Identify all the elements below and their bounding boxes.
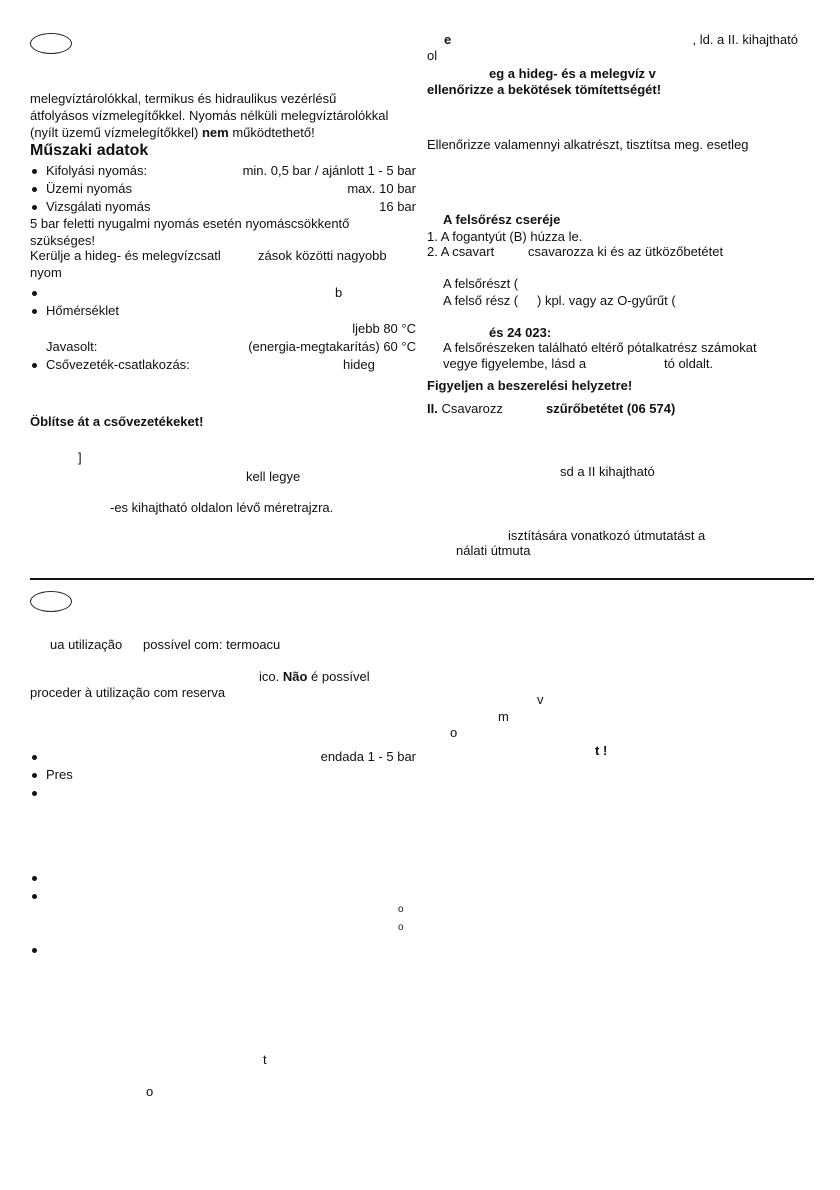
pt-line-2b: é possível: [311, 669, 370, 684]
pressure-note-3a: Kerülje a hideg- és melegvízcsatl: [30, 248, 221, 263]
pt-spec-recommended: endada 1 - 5 bar: [320, 749, 416, 764]
bullet: [32, 205, 37, 210]
pt-right-t: t !: [595, 743, 608, 758]
inspect-parts-text: Ellenőrizze valamennyi alkatrészt, tisztítsa meg. esetleg: [427, 137, 749, 152]
bracket-mark: ]: [78, 450, 82, 465]
bullet: [32, 169, 37, 174]
intro-line-3a: (nyílt üzemű vízmelegítőkkel): [30, 125, 199, 140]
replace-step-2b: csavarozza ki és az ütközőbetétet: [528, 244, 724, 259]
section-divider: [30, 578, 814, 580]
language-badge-pt: [30, 591, 72, 612]
spec-test-pressure-label: Vizsgálati nyomás: [46, 199, 151, 214]
installation-position-note: Figyeljen a beszerelési helyzetre!: [427, 378, 633, 393]
language-badge-hu: [30, 33, 72, 54]
letter-e: e: [444, 32, 452, 47]
bullet: [32, 791, 37, 796]
replace-step-2a: 2. A csavart: [427, 244, 495, 259]
spec-flow-pressure-value: min. 0,5 bar / ajánlott 1 - 5 bar: [242, 163, 416, 178]
bullet: [32, 363, 37, 368]
spare-parts-line-2b: tó oldalt.: [664, 356, 714, 371]
bullet: [32, 291, 37, 296]
replace-step-1: 1. A fogantyút (B) húzza le.: [427, 229, 583, 244]
check-line-2: ellenőrizze a bekötések tömítettségét!: [427, 82, 662, 97]
bullet: [32, 309, 37, 314]
replace-upper-part-heading: A felsőrész cseréje: [443, 212, 561, 227]
temperature-label: Hőmérséklet: [46, 303, 119, 318]
intro-line-3b: működtethető!: [232, 125, 315, 140]
upper-part-line-1: A felsőrészt (: [443, 276, 519, 291]
pt-right-o: o: [450, 725, 458, 740]
step-ii: [427, 401, 503, 417]
upper-part-line-2a: A felső rész (: [443, 293, 519, 308]
pt-line-1a: ua utilização: [50, 637, 123, 652]
pipe-connection-value: hideg: [343, 357, 375, 372]
cleaning-line-2: nálati útmuta: [456, 543, 531, 558]
degree-mark: o: [398, 922, 404, 933]
spec-test-pressure-value: 16 bar: [379, 199, 416, 214]
foldout-ref-2: sd a II kihajtható: [560, 464, 655, 479]
pressure-note-2: szükséges!: [30, 233, 96, 248]
bullet: [32, 948, 37, 953]
pressure-note-1: 5 bar feletti nyugalmi nyomás esetén nyomáscsökkentő: [30, 216, 350, 231]
filter-insert-part: szűrőbetétet (06 574): [546, 401, 676, 416]
intro-line-1: melegvíztárolókkal, termikus és hidraulikus vezérlésű: [30, 91, 337, 106]
bullet: [32, 894, 37, 899]
step-ii-label: II.: [427, 401, 438, 416]
recommended-value: (energia-megtakarítás) 60 °C: [248, 339, 416, 354]
pt-line-1b: possível com: termoacu: [143, 637, 281, 652]
letter-b: b: [335, 285, 343, 300]
spare-parts-line-1: A felsőrészeken található eltérő pótalkatrész számokat: [443, 340, 757, 355]
pt-spec-pressure: Pres: [46, 767, 73, 782]
bullet: [32, 773, 37, 778]
spare-parts-line-2a: vegye figyelembe, lásd a: [443, 356, 587, 371]
pt-line-3: proceder à utilização com reserva: [30, 685, 226, 700]
bullet: [32, 187, 37, 192]
step-ii-text: Csavarozz: [441, 401, 503, 416]
recommended-label: Javasolt:: [46, 339, 98, 354]
ol-fragment: ol: [427, 48, 438, 63]
dimension-drawing-note: -es kihajtható oldalon lévő méretrajzra.: [110, 500, 334, 515]
bullet: [32, 755, 37, 760]
upper-part-line-2b: ) kpl. vagy az O-gyűrűt (: [537, 293, 676, 308]
intro-line-2: átfolyásos vízmelegítőkkel. Nyomás nélküli melegvíztárolókkal: [30, 108, 389, 123]
pressure-note-3b: zások közötti nagyobb: [258, 248, 387, 263]
kell-fragment: kell legye: [246, 469, 301, 484]
see-foldout-ref: , ld. a II. kihajtható: [692, 32, 798, 47]
cleaning-line-1: isztítására vonatkozó útmutatást a: [508, 528, 706, 543]
pt-fragment-o: o: [146, 1084, 154, 1099]
check-line-1: eg a hideg- és a melegvíz v: [489, 66, 656, 81]
pt-line-2: [259, 669, 370, 685]
pressure-note-4: nyom: [30, 265, 62, 280]
pt-right-m: m: [498, 709, 509, 724]
degree-mark: o: [398, 904, 404, 915]
spec-operating-pressure-value: max. 10 bar: [347, 181, 416, 196]
tech-data-heading: Műszaki adatok: [30, 142, 149, 159]
pt-fragment-t: t: [263, 1052, 267, 1067]
spec-operating-pressure-label: Üzemi nyomás: [46, 181, 132, 196]
intro-line-3: [30, 125, 315, 141]
temperature-value: ljebb 80 °C: [352, 321, 416, 336]
pt-line-2a: ico.: [259, 669, 280, 684]
pt-nao: Não: [282, 669, 308, 684]
spec-flow-pressure-label: Kifolyási nyomás:: [46, 163, 148, 178]
intro-nem: nem: [201, 125, 229, 140]
pt-right-v: v: [537, 692, 544, 707]
bullet: [32, 876, 37, 881]
flush-pipes-warning: Öblítse át a csővezetékeket!: [30, 414, 204, 429]
part-number-24023: és 24 023:: [489, 325, 552, 340]
pipe-connection-label: Csővezeték-csatlakozás:: [46, 357, 190, 372]
